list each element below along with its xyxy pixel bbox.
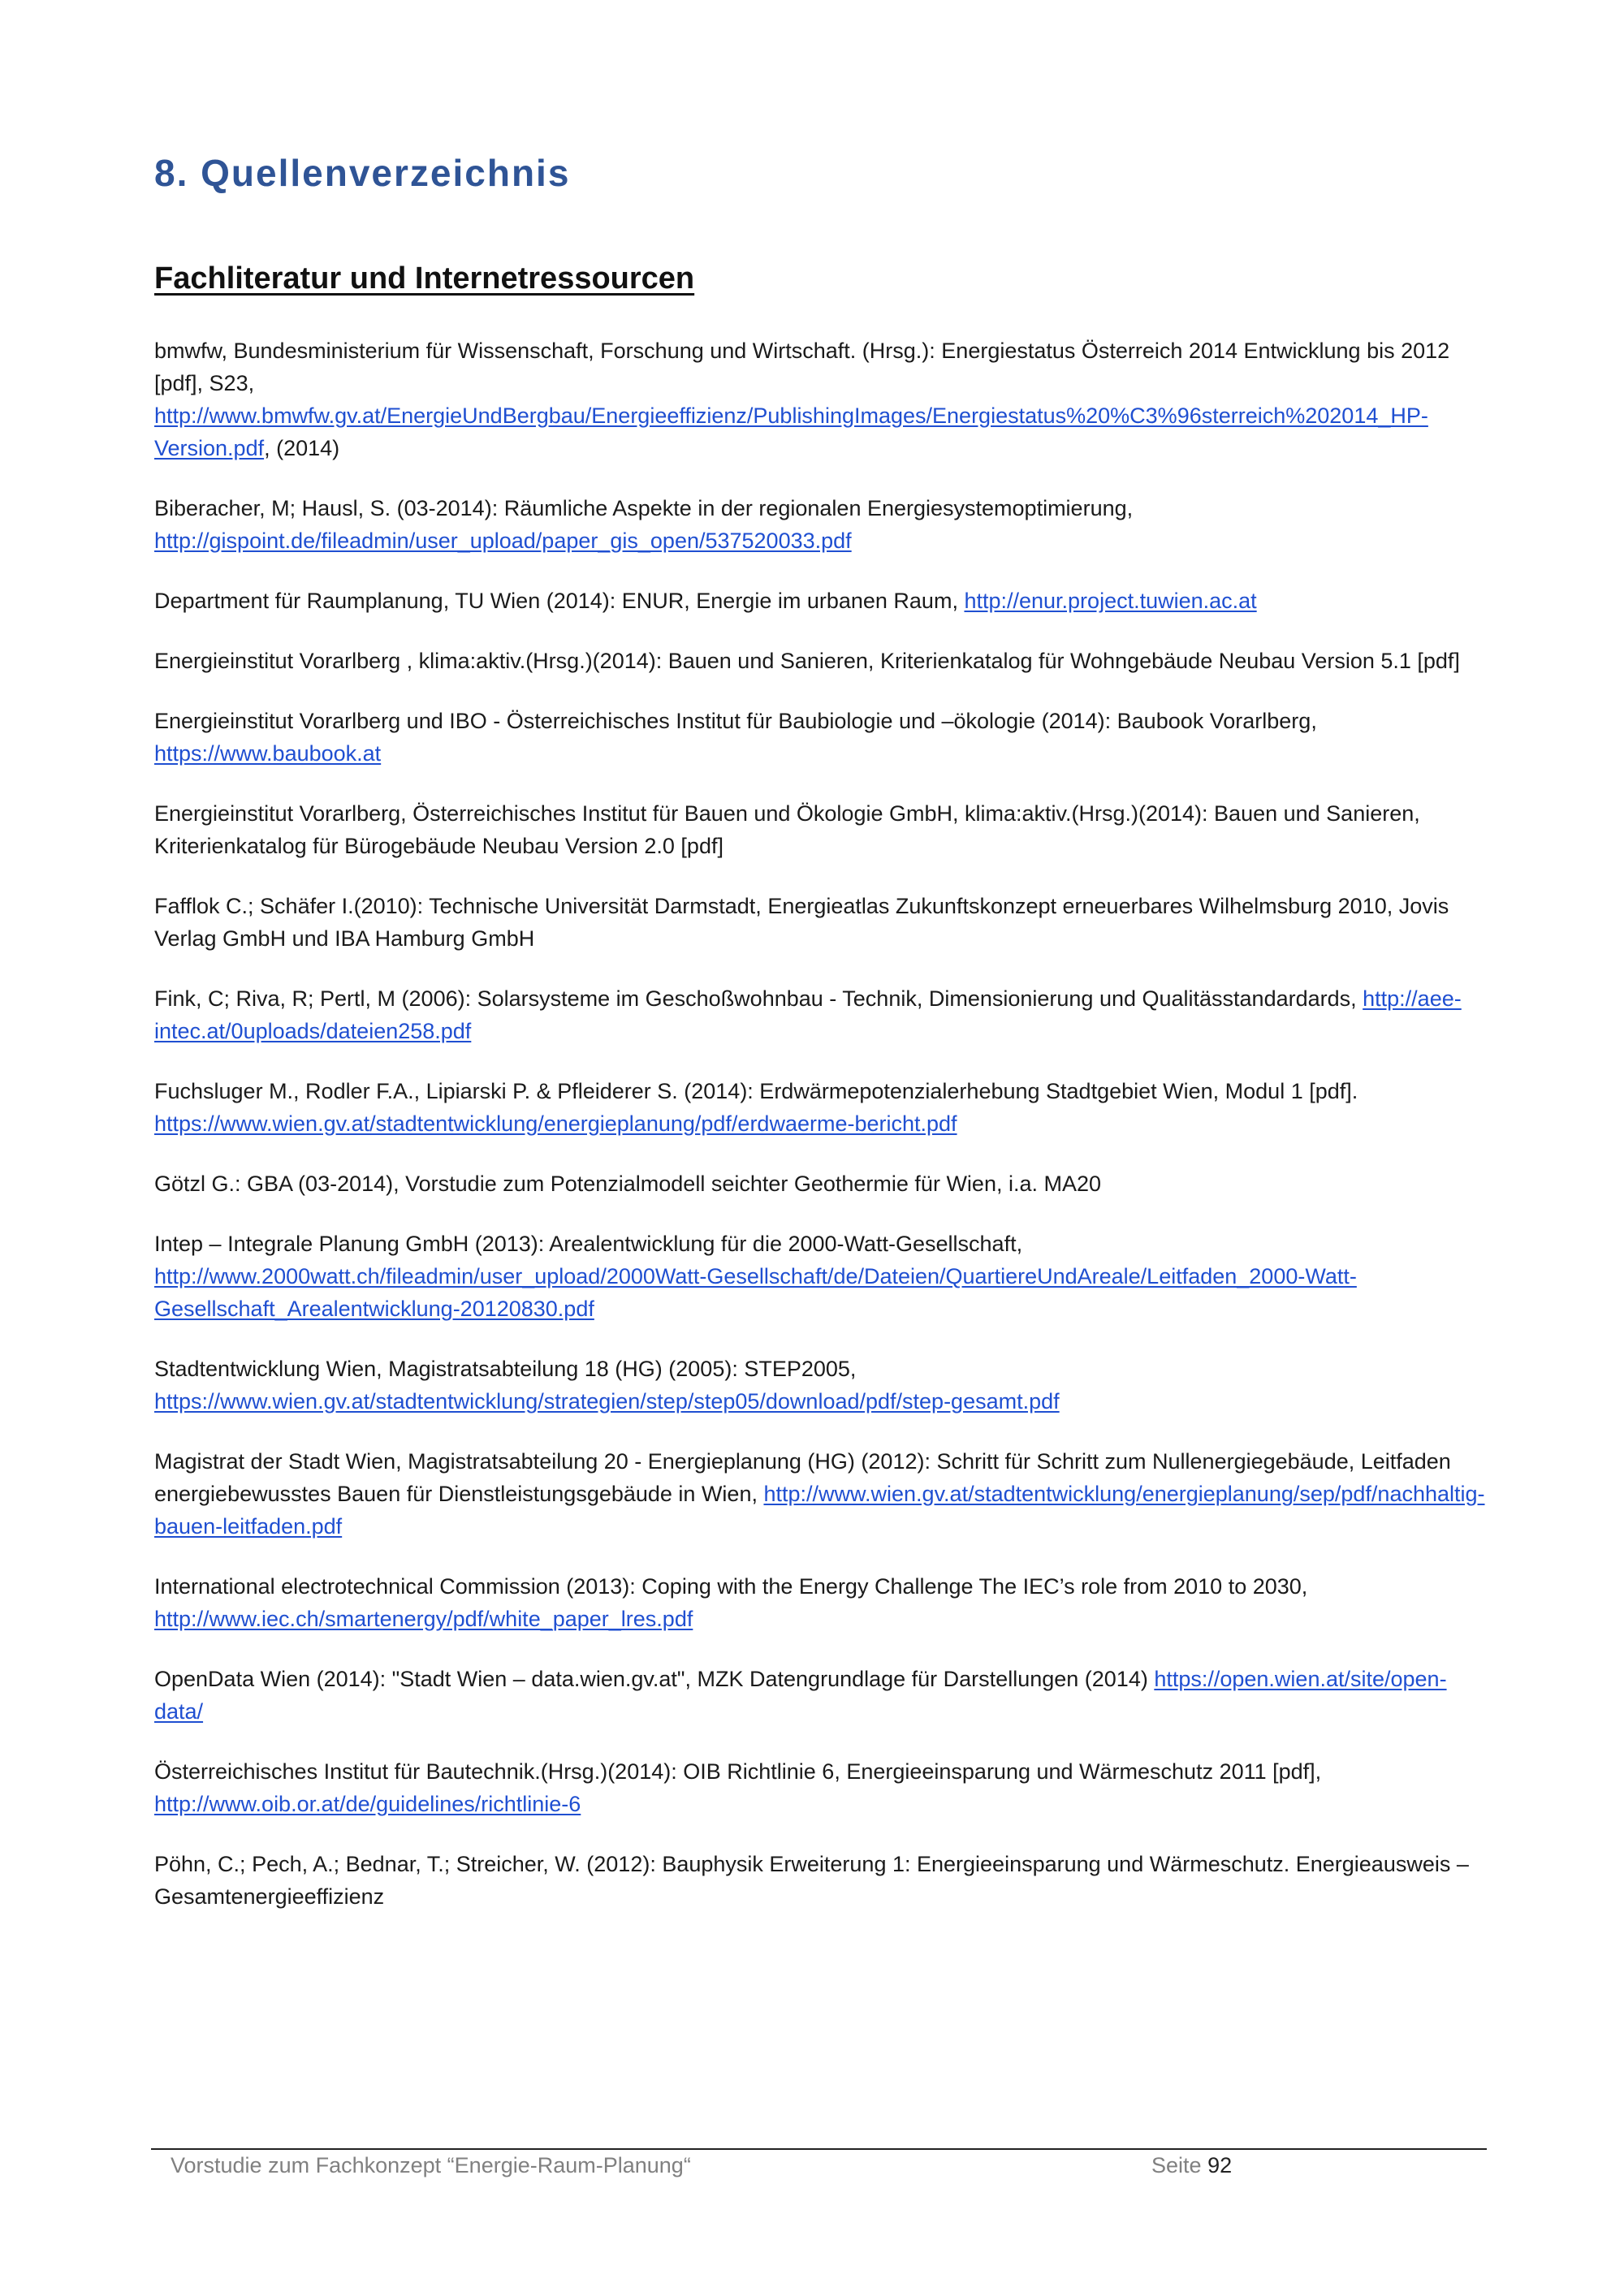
- reference-item: [154, 334, 1486, 464]
- reference-item: [154, 797, 1486, 862]
- footer-page-info: [1151, 2153, 1232, 2178]
- reference-text: Energieinstitut Vorarlberg , klima:aktiv.(Hrsg.)(2014): Bauen und Sanieren, Kriterienkatalog für Wohngebäude Neubau Version 5.1 [pdf]: [154, 649, 1460, 673]
- reference-item: [154, 1353, 1486, 1418]
- reference-text: Stadtentwicklung Wien, Magistratsabteilung 18 (HG) (2005): STEP2005,: [154, 1357, 857, 1381]
- section-title: Fachliteratur und Internetressourcen: [154, 261, 695, 296]
- reference-text: Fafflok C.; Schäfer I.(2010): Technische Universität Darmstadt, Energieatlas Zukunftskonzept erneuerbares Wilhelmsburg 2010, Jovis Verlag GmbH und IBA Hamburg GmbH: [154, 894, 1449, 951]
- reference-link[interactable]: http://enur.project.tuwien.ac.at: [964, 589, 1257, 613]
- reference-link[interactable]: https://www.wien.gv.at/stadtentwicklung/strategien/step/step05/download/pdf/step-gesamt.pdf: [154, 1389, 1060, 1413]
- footer-page-number: 92: [1207, 2153, 1233, 2177]
- reference-text: Energieinstitut Vorarlberg, Österreichisches Institut für Bauen und Ökologie GmbH, klima:aktiv.(Hrsg.)(2014): Bauen und Sanieren, Kriterienkatalog für Bürogebäude Neubau Version 2.0 [pdf]: [154, 801, 1420, 858]
- footer-page-label: Seite: [1151, 2153, 1202, 2177]
- reference-text: Energieinstitut Vorarlberg und IBO - Österreichisches Institut für Baubiologie und –ökologie (2014): Baubook Vorarlberg,: [154, 709, 1317, 733]
- reference-link[interactable]: http://www.iec.ch/smartenergy/pdf/white_paper_lres.pdf: [154, 1607, 693, 1631]
- reference-suffix: , (2014): [264, 436, 340, 460]
- reference-text: Magistrat der Stadt Wien, Magistratsabteilung 20 - Energieplanung (HG) (2012): Schritt für Schritt zum Nullenergiegebäude, Leitfaden energiebewusstes Bauen für Dienstleistungsgebäude in Wien,: [154, 1449, 1451, 1506]
- reference-list: [154, 334, 1486, 1940]
- reference-item: [154, 645, 1486, 677]
- reference-link[interactable]: http://www.oib.or.at/de/guidelines/richtlinie-6: [154, 1792, 581, 1816]
- reference-text: Götzl G.: GBA (03-2014), Vorstudie zum Potenzialmodell seichter Geothermie für Wien, i.a. MA20: [154, 1172, 1102, 1196]
- reference-item: [154, 585, 1486, 617]
- footer-divider: [151, 2148, 1487, 2150]
- reference-link[interactable]: http://aee-intec.at/0uploads/dateien258.pdf: [154, 986, 1462, 1043]
- reference-text: International electrotechnical Commission (2013): Coping with the Energy Challenge The IEC’s role from 2010 to 2030,: [154, 1574, 1308, 1599]
- reference-link[interactable]: http://gispoint.de/fileadmin/user_upload/paper_gis_open/537520033.pdf: [154, 529, 852, 553]
- reference-text: Fink, C; Riva, R; Pertl, M (2006): Solarsysteme im Geschoßwohnbau - Technik, Dimensionierung und Qualitässtandardards,: [154, 986, 1363, 1011]
- reference-link[interactable]: http://www.bmwfw.gv.at/EnergieUndBergbau/Energieeffizienz/PublishingImages/Energiestatus%20%C3%96sterreich%202014_HP-Version.pdf: [154, 404, 1428, 460]
- reference-item: [154, 492, 1486, 557]
- reference-item: [154, 1075, 1486, 1140]
- reference-item: [154, 1167, 1486, 1200]
- reference-item: [154, 890, 1486, 955]
- reference-text: Pöhn, C.; Pech, A.; Bednar, T.; Streicher, W. (2012): Bauphysik Erweiterung 1: Energieeinsparung und Wärmeschutz. Energieausweis – Gesamtenergieeffizienz: [154, 1852, 1469, 1909]
- reference-item: [154, 1570, 1486, 1635]
- reference-text: Fuchsluger M., Rodler F.A., Lipiarski P. & Pfleiderer S. (2014): Erdwärmepotenzialerhebung Stadtgebiet Wien, Modul 1 [pdf].: [154, 1079, 1358, 1103]
- reference-item: [154, 1848, 1486, 1913]
- reference-item: [154, 982, 1486, 1047]
- reference-link[interactable]: https://www.baubook.at: [154, 741, 382, 766]
- reference-text: Intep – Integrale Planung GmbH (2013): Arealentwicklung für die 2000-Watt-Gesellschaft,: [154, 1232, 1023, 1256]
- reference-text: Österreichisches Institut für Bautechnik.(Hrsg.)(2014): OIB Richtlinie 6, Energieeinsparung und Wärmeschutz 2011 [pdf],: [154, 1759, 1322, 1784]
- reference-text: bmwfw, Bundesministerium für Wissenschaft, Forschung und Wirtschaft. (Hrsg.): Energiestatus Österreich 2014 Entwicklung bis 2012 [pdf], S23,: [154, 339, 1450, 395]
- reference-text: OpenData Wien (2014): "Stadt Wien – data.wien.gv.at", MZK Datengrundlage für Darstellungen (2014): [154, 1667, 1155, 1691]
- reference-text: Biberacher, M; Hausl, S. (03-2014): Räumliche Aspekte in der regionalen Energiesystemoptimierung,: [154, 496, 1134, 520]
- reference-item: [154, 1755, 1486, 1820]
- reference-link[interactable]: https://open.wien.at/site/open-data/: [154, 1667, 1447, 1724]
- reference-text: Department für Raumplanung, TU Wien (2014): ENUR, Energie im urbanen Raum,: [154, 589, 965, 613]
- reference-item: [154, 705, 1486, 770]
- chapter-title: 8. Quellenverzeichnis: [154, 152, 571, 194]
- reference-item: [154, 1663, 1486, 1728]
- reference-item: [154, 1445, 1486, 1543]
- reference-link[interactable]: http://www.2000watt.ch/fileadmin/user_upload/2000Watt-Gesellschaft/de/Dateien/QuartiereUndAreale/Leitfaden_2000-Watt-Gesellschaft_Arealentwicklung-20120830.pdf: [154, 1264, 1357, 1321]
- footer-document-title: Vorstudie zum Fachkonzept “Energie-Raum-Planung“: [171, 2153, 691, 2177]
- reference-link[interactable]: http://www.wien.gv.at/stadtentwicklung/energieplanung/sep/pdf/nachhaltig-bauen-leitfaden.pdf: [154, 1482, 1485, 1539]
- reference-link[interactable]: https://www.wien.gv.at/stadtentwicklung/energieplanung/pdf/erdwaerme-bericht.pdf: [154, 1111, 957, 1136]
- reference-item: [154, 1228, 1486, 1325]
